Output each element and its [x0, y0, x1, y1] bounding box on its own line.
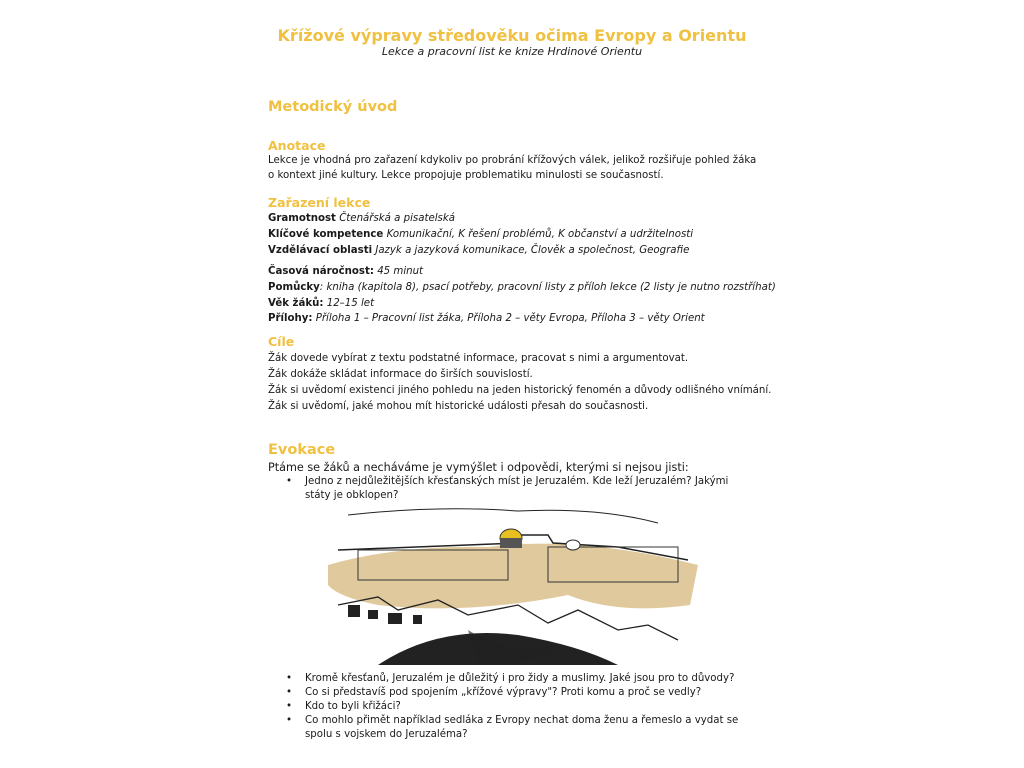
question-list-top: [268, 475, 745, 503]
anotace-line: o kontext jiné kultury. Lekce propojuje problematiku minulosti se současností.: [268, 170, 664, 181]
question-item: • Jedno z nejdůležitějších křesťanských míst je Jeruzalém. Kde leží Jeruzalém? Jakými státy je obklopen?: [305, 475, 745, 503]
question-list-bottom: [268, 672, 745, 742]
info-label: Klíčové kompetence: [268, 229, 384, 240]
info-label: Přílohy:: [268, 313, 313, 324]
lesson-info-row: [268, 227, 693, 243]
heading-anotace: Anotace: [268, 138, 326, 153]
section-heading-metodicky-uvod: Metodický úvod: [268, 99, 398, 115]
jerusalem-illustration: [318, 505, 704, 665]
info-value: Jazyk a jazyková komunikace, Člověk a společnost, Geografie: [375, 245, 690, 256]
document-title: Křížové výpravy středověku očima Evropy a Orientu: [277, 26, 747, 45]
question-item: • Kromě křesťanů, Jeruzalém je důležitý i pro židy a muslimy. Jaké jsou pro to důvody?: [305, 672, 745, 686]
info-value: 45 minut: [377, 266, 424, 277]
info-value: Příloha 1 – Pracovní list žáka, Příloha 2 – věty Evropa, Příloha 3 – věty Orient: [315, 313, 705, 324]
info-label: Vzdělávací oblasti: [268, 245, 373, 256]
lesson-info-row: [268, 280, 776, 296]
info-value: : kniha (kapitola 8), psací potřeby, pracovní listy z příloh lekce (2 listy je nutno rozstříhat): [319, 282, 776, 293]
goal-line: Žák si uvědomí existenci jiného pohledu na jeden historický fenomén a důvody odlišného vnímání.: [268, 385, 772, 396]
info-value: Čtenářská a pisatelská: [339, 213, 456, 224]
section-heading-evokace: Evokace: [268, 442, 336, 458]
lesson-info-row: [268, 243, 689, 259]
lesson-info-row: [268, 296, 374, 312]
heading-zarazeni-lekce: Zařazení lekce: [268, 195, 371, 210]
info-label: Pomůcky: [268, 282, 320, 293]
goal-line: Žák si uvědomí, jaké mohou mít historické události přesah do současnosti.: [268, 401, 649, 412]
anotace-line: Lekce je vhodná pro zařazení kdykoliv po probrání křížových válek, jelikož rozšiřuje pohled žáka: [268, 155, 757, 166]
question-item: • Co si představíš pod spojením „křížové výpravy"? Proti komu a proč se vedly?: [305, 686, 745, 700]
info-label: Časová náročnost:: [268, 266, 374, 277]
lesson-info-row: [268, 311, 705, 327]
question-item: • Kdo to byli křižáci?: [305, 700, 745, 714]
info-label: Věk žáků:: [268, 298, 324, 309]
info-value: Komunikační, K řešení problémů, K občanství a udržitelnosti: [386, 229, 694, 240]
question-item: • Co mohlo přimět například sedláka z Evropy nechat doma ženu a řemeslo a vydat se spolu s vojskem do Jeruzaléma?: [305, 714, 745, 742]
evokace-intro: Ptáme se žáků a necháváme je vymýšlet i odpovědi, kterými si nejsou jisti:: [268, 461, 689, 474]
document-subtitle: Lekce a pracovní list ke knize Hrdinové Orientu: [381, 45, 643, 58]
lesson-info-row: [268, 211, 455, 227]
info-label: Gramotnost: [268, 213, 336, 224]
info-value: 12–15 let: [326, 298, 375, 309]
heading-cile: Cíle: [268, 334, 295, 349]
goal-line: Žák dokáže skládat informace do širších souvislostí.: [268, 369, 533, 380]
goal-line: Žák dovede vybírat z textu podstatné informace, pracovat s nimi a argumentovat.: [268, 353, 689, 364]
lesson-info-row: [268, 264, 423, 280]
